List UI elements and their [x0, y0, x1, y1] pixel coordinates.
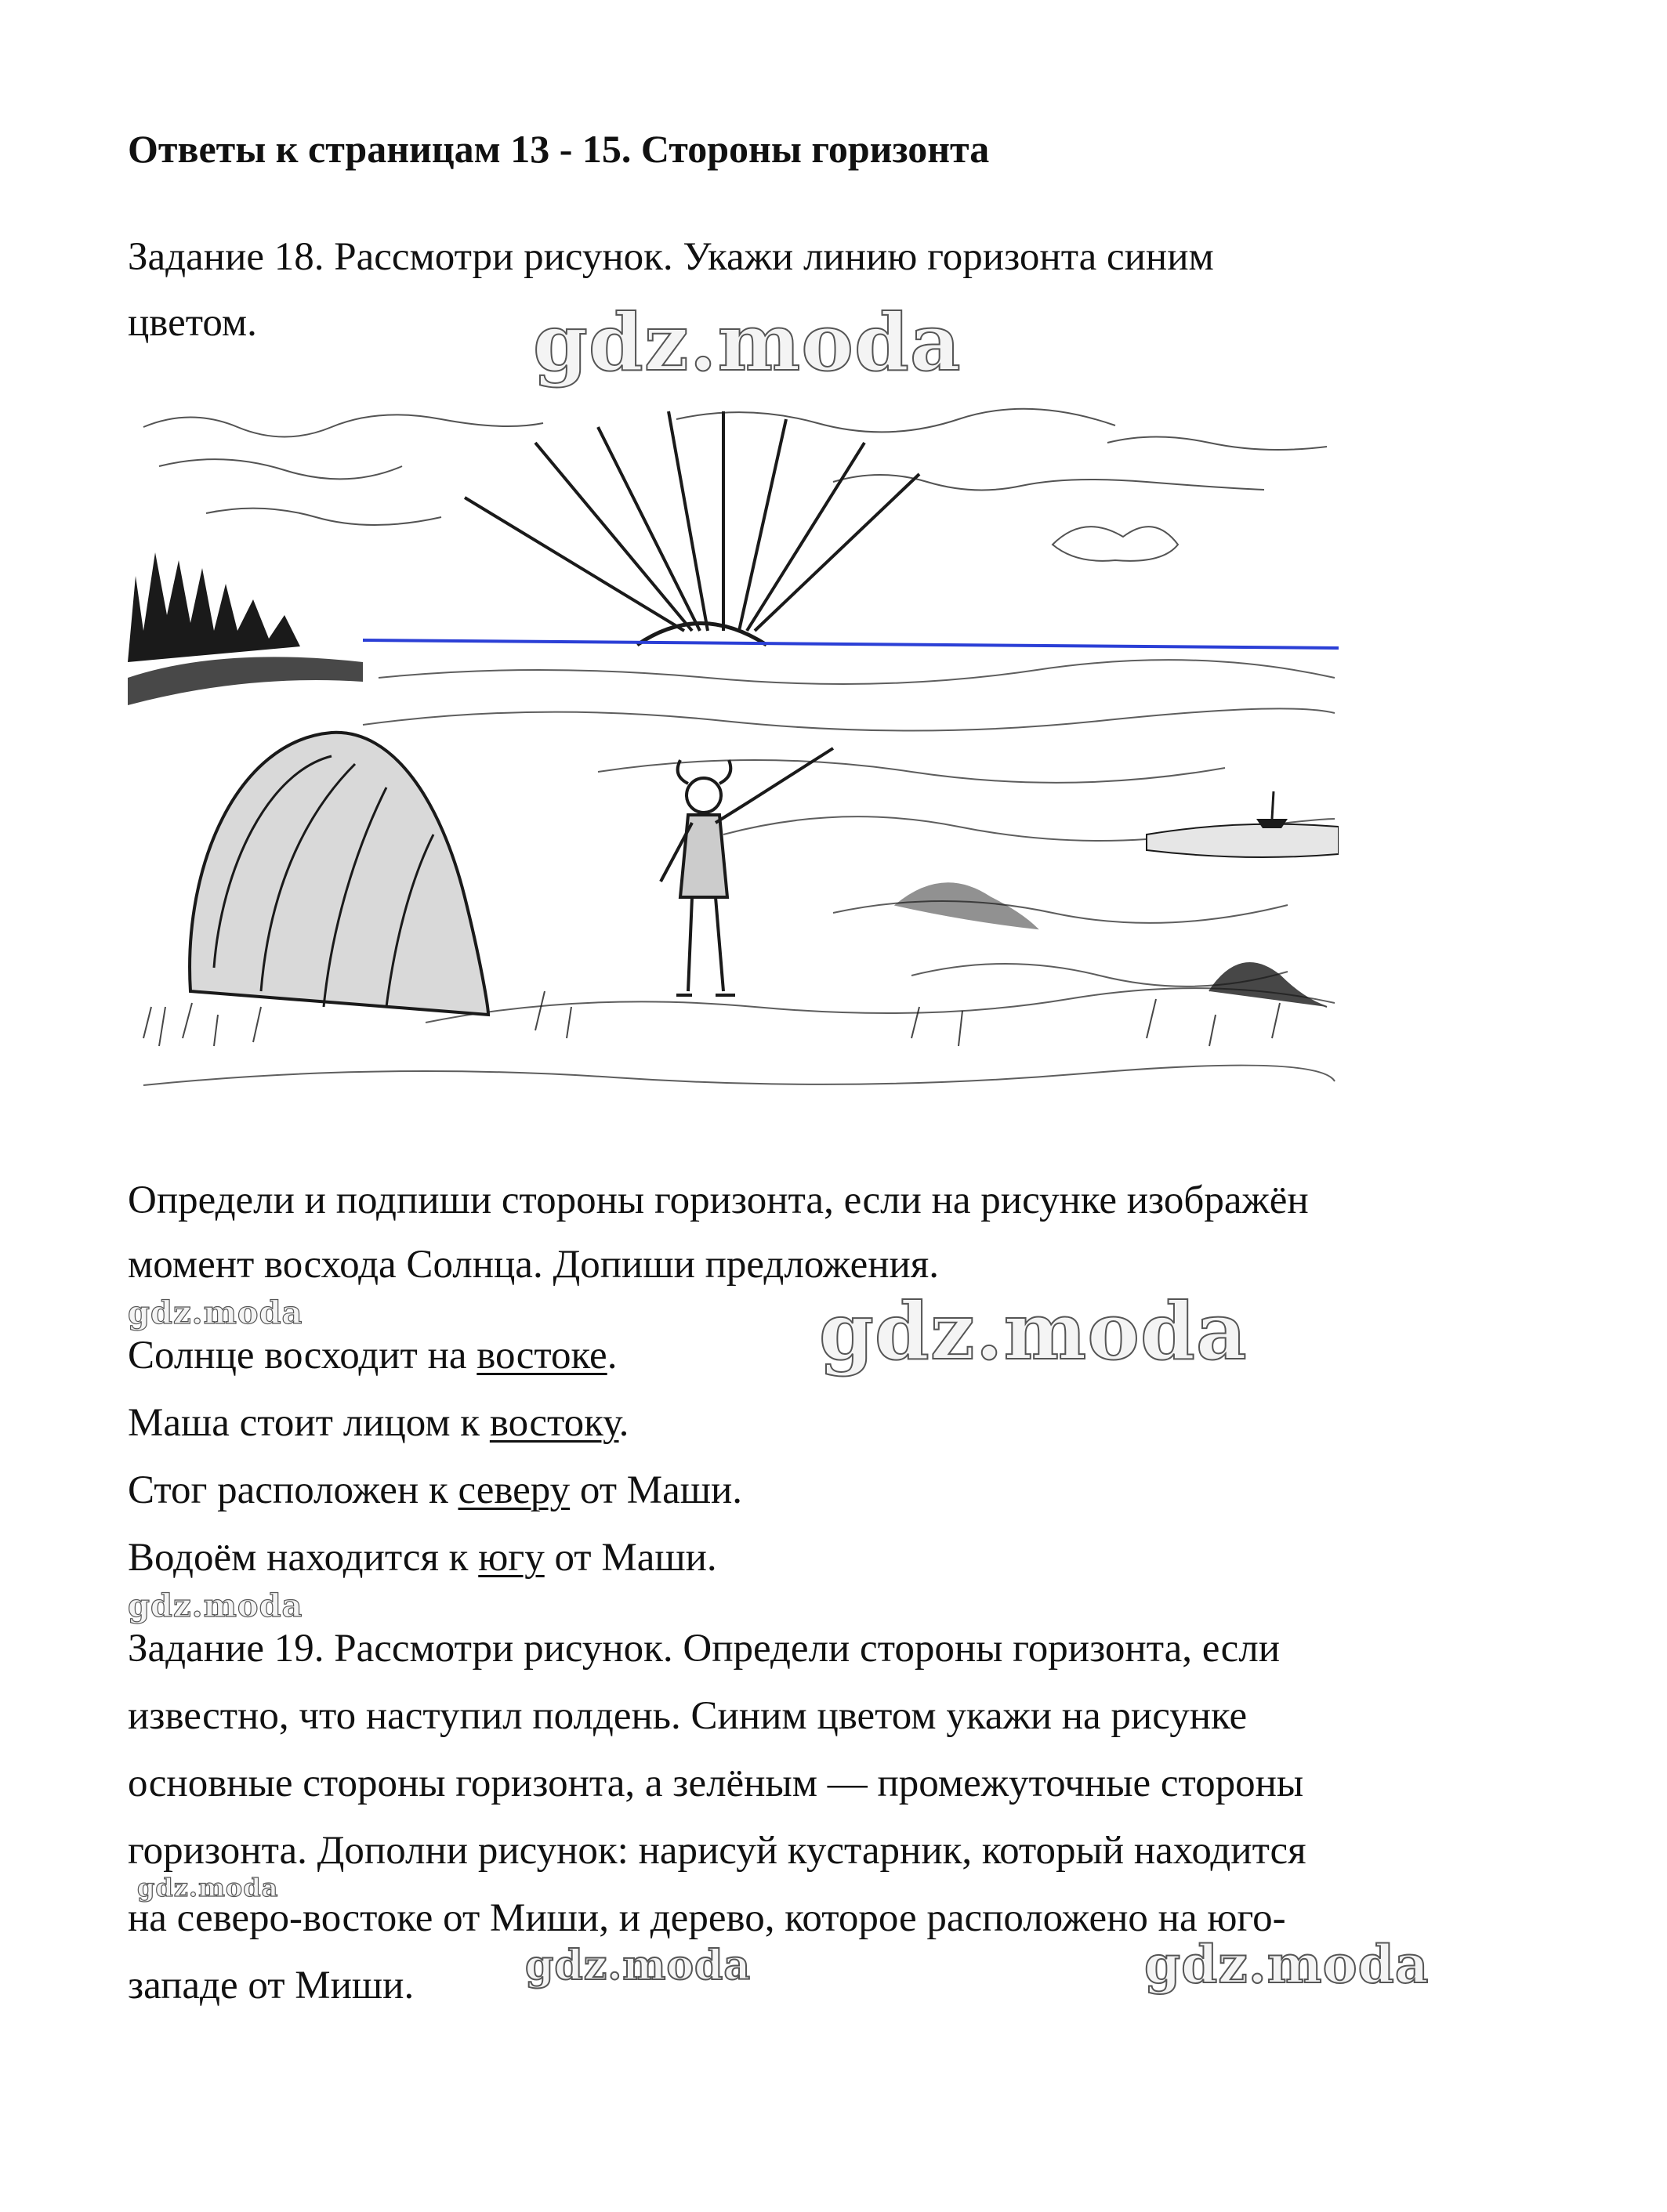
task19-line1: Задание 19. Рассмотри рисунок. Определи стороны горизонта, если	[128, 1627, 1281, 1671]
watermark-logo: gdz.moda	[128, 1587, 303, 1624]
answer-suffix: .	[618, 1401, 629, 1445]
task18-line2: цветом.	[128, 301, 257, 345]
answer-line	[128, 1534, 717, 1581]
watermark-logo: gdz.moda	[819, 1285, 1248, 1378]
answer-line	[128, 1467, 742, 1514]
task18-line1: Задание 18. Рассмотри рисунок. Укажи линию горизонта синим	[128, 235, 1214, 279]
task19-line5: на северо-востоке от Миши, и дерево, которое расположено на юго-	[128, 1896, 1286, 1940]
watermark-logo: gdz.moda	[1144, 1934, 1430, 1995]
watermark-logo: gdz.moda	[525, 1942, 752, 1989]
answer-prefix: Маша стоит лицом к	[128, 1401, 490, 1445]
page-title: Ответы к страницам 13 - 15. Стороны горизонта	[128, 127, 990, 171]
answer-word: югу	[478, 1536, 545, 1580]
task19-line3: основные стороны горизонта, а зелёным — промежуточные стороны	[128, 1761, 1304, 1805]
answer-suffix: от Маши.	[544, 1536, 717, 1580]
answer-suffix: .	[607, 1334, 618, 1378]
question-line1: Определи и подпиши стороны горизонта, если на рисунке изображён	[128, 1178, 1309, 1222]
answer-prefix: Стог расположен к	[128, 1468, 458, 1512]
task19-line2: известно, что наступил полдень. Синим цветом укажи на рисунке	[128, 1694, 1248, 1738]
landscape-illustration	[128, 396, 1339, 1109]
question-line2: момент восхода Солнца. Допиши предложения.	[128, 1243, 940, 1287]
answer-suffix: от Маши.	[570, 1468, 743, 1512]
answer-line	[128, 1399, 629, 1446]
answer-word: востоку	[489, 1401, 619, 1445]
watermark-logo: gdz.moda	[533, 296, 962, 389]
answer-word: северу	[458, 1468, 571, 1512]
answer-line	[128, 1332, 617, 1379]
answer-prefix: Водоём находится к	[128, 1536, 479, 1580]
task19-line4: горизонта. Дополни рисунок: нарисуй кустарник, который находится	[128, 1829, 1306, 1873]
watermark-logo: gdz.moda	[137, 1873, 279, 1902]
watermark-logo: gdz.moda	[128, 1294, 303, 1331]
answer-word: востоке	[477, 1334, 607, 1378]
task19-line6: западе от Миши.	[128, 1964, 415, 2007]
answer-prefix: Солнце восходит на	[128, 1334, 477, 1378]
